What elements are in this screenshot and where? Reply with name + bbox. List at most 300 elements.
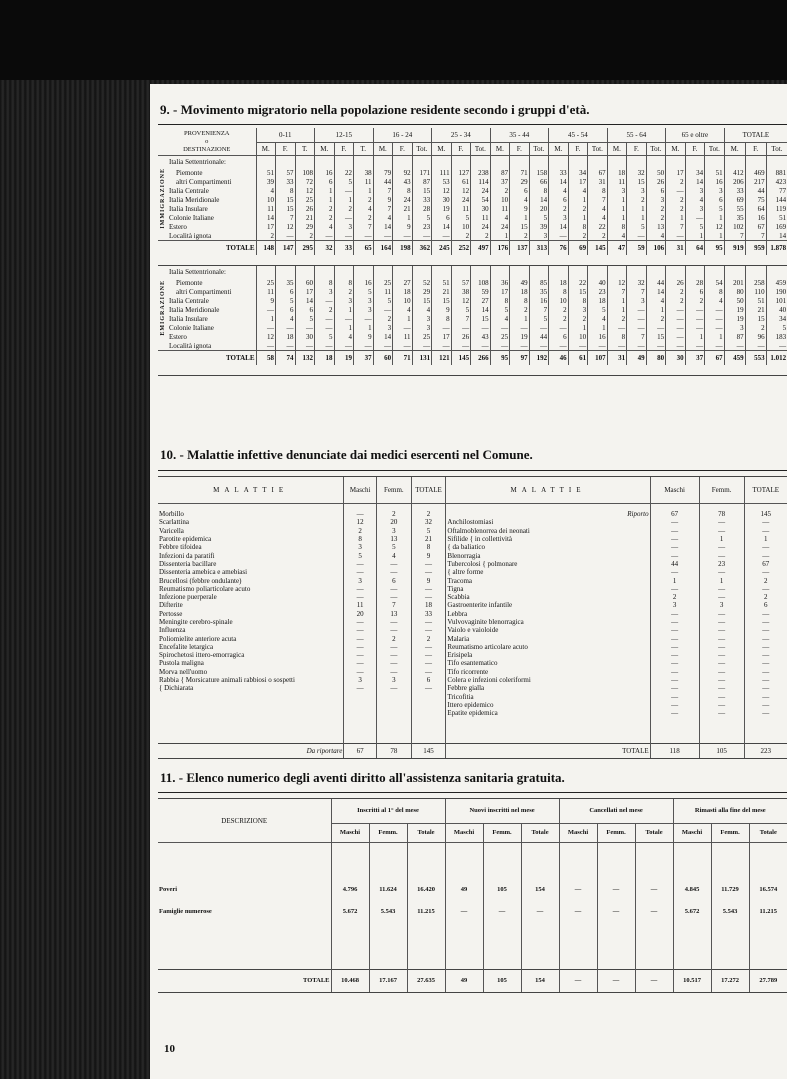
cell-value: 4 bbox=[412, 305, 432, 314]
cell-value: — bbox=[705, 323, 725, 332]
cell-value: 108 bbox=[295, 168, 315, 177]
total-value: — bbox=[597, 970, 635, 993]
count-value: — bbox=[699, 634, 744, 642]
cell-value: 5 bbox=[588, 305, 608, 314]
cell-value: 5 bbox=[529, 314, 549, 323]
cell-value bbox=[354, 266, 374, 279]
count-value: — bbox=[699, 676, 744, 684]
total-value: 30 bbox=[666, 351, 686, 366]
count-value: 3 bbox=[699, 601, 744, 609]
cell-value: 72 bbox=[295, 177, 315, 186]
total-value: 19 bbox=[334, 351, 354, 366]
cell-value: — bbox=[568, 341, 588, 351]
row-label: Italia Centrale bbox=[169, 186, 209, 195]
cell-value: — bbox=[315, 296, 335, 305]
cell-value: 8 bbox=[588, 186, 608, 195]
page-number: 10 bbox=[164, 1043, 175, 1055]
count-value: 5 bbox=[344, 551, 377, 559]
cell-value: — bbox=[412, 231, 432, 241]
cell-value: 52 bbox=[412, 278, 432, 287]
table-row bbox=[158, 510, 787, 518]
count-value: 1 bbox=[744, 535, 787, 543]
count-value: — bbox=[699, 585, 744, 593]
disease-name: Lebbra bbox=[446, 610, 650, 618]
corner-header-line: PROVENIENZA bbox=[184, 129, 230, 137]
table9-title: 9. - Movimento migratorio nella popolazione residente secondo i gruppi d'età. bbox=[160, 102, 590, 117]
cell-value: 15 bbox=[471, 314, 491, 323]
total-value: 31 bbox=[666, 241, 686, 256]
disease-name: Malaria bbox=[446, 634, 650, 642]
cell-value: 25 bbox=[256, 278, 276, 287]
cell-value: 1 bbox=[256, 314, 276, 323]
cell-value: 18 bbox=[276, 332, 296, 341]
count-value: — bbox=[650, 701, 699, 709]
cell-value bbox=[432, 156, 452, 169]
count-value: — bbox=[650, 543, 699, 551]
cell-value: 77 bbox=[766, 186, 787, 195]
cell-value bbox=[510, 156, 530, 169]
cell-value: — bbox=[354, 314, 374, 323]
block-side-label: EMIGRAZIONE bbox=[160, 280, 166, 336]
cell-value: 14 bbox=[432, 222, 452, 231]
table-row bbox=[158, 266, 787, 279]
count-value: — bbox=[744, 659, 787, 667]
cell-value bbox=[276, 156, 296, 169]
count-value: — bbox=[744, 684, 787, 692]
table-row bbox=[158, 634, 787, 642]
cell-value: 2 bbox=[666, 204, 686, 213]
count-value: — bbox=[699, 651, 744, 659]
count-value: — bbox=[650, 610, 699, 618]
cell-value: 15 bbox=[412, 186, 432, 195]
disease-name: Epatite epidemica bbox=[446, 709, 650, 717]
count-value: 3 bbox=[650, 601, 699, 609]
cell-value: 881 bbox=[766, 168, 787, 177]
cell-value: 15 bbox=[627, 177, 647, 186]
cell-value bbox=[646, 266, 666, 279]
cell-value bbox=[315, 266, 335, 279]
cell-value: — bbox=[354, 341, 374, 351]
row-label: altri Compartimenti bbox=[176, 177, 232, 186]
table11-top-rule bbox=[158, 792, 787, 793]
table11 bbox=[158, 798, 787, 993]
cell-value: — bbox=[490, 323, 510, 332]
cell-value: 35 bbox=[529, 287, 549, 296]
total-value: 17.272 bbox=[711, 970, 749, 993]
total-value: 154 bbox=[521, 970, 559, 993]
cell-value: 13 bbox=[646, 222, 666, 231]
cell-value: 6 bbox=[315, 177, 335, 186]
cell-value: 7 bbox=[627, 287, 647, 296]
sex-subheader: F. bbox=[276, 143, 296, 156]
count-value: 67 bbox=[650, 510, 699, 518]
cell-value bbox=[766, 266, 787, 279]
cell-value bbox=[607, 266, 627, 279]
cell-value: 7 bbox=[451, 314, 471, 323]
cell-value: 18 bbox=[588, 296, 608, 305]
count-value: 2 bbox=[344, 527, 377, 535]
count-value: — bbox=[650, 551, 699, 559]
cell-value: 3 bbox=[549, 213, 569, 222]
count-value: — bbox=[699, 643, 744, 651]
cell-value: 15 bbox=[646, 332, 666, 341]
row-label: Estero bbox=[169, 222, 187, 231]
cell-value: 3 bbox=[373, 323, 393, 332]
cell-value: 38 bbox=[354, 168, 374, 177]
cell-value bbox=[354, 156, 374, 169]
cell-value: 31 bbox=[588, 177, 608, 186]
cell-value: 2 bbox=[685, 296, 705, 305]
cell-value: 111 bbox=[432, 168, 452, 177]
cell-value: 57 bbox=[276, 168, 296, 177]
count-value: 1 bbox=[650, 576, 699, 584]
cell-value: 14 bbox=[549, 177, 569, 186]
cell-value: 24 bbox=[451, 195, 471, 204]
count-value: — bbox=[344, 568, 377, 576]
disease-name: Varicella bbox=[159, 526, 184, 535]
cell-value: — bbox=[559, 901, 597, 923]
cell-value: 27 bbox=[393, 278, 413, 287]
count-value: — bbox=[744, 643, 787, 651]
cell-value: 12 bbox=[295, 186, 315, 195]
count-value: — bbox=[699, 593, 744, 601]
row-label: Italia Centrale bbox=[169, 296, 209, 305]
cell-value: 43 bbox=[393, 177, 413, 186]
table10-title: 10. - Malattie infettive denunciate dai medici esercenti nel Comune. bbox=[160, 447, 533, 462]
cell-value: 8 bbox=[315, 278, 335, 287]
cell-value: 1 bbox=[568, 323, 588, 332]
count-value: — bbox=[411, 668, 446, 676]
total-value: 105 bbox=[483, 970, 521, 993]
cell-value: 11 bbox=[451, 204, 471, 213]
row-label: altri Compartimenti bbox=[176, 287, 232, 296]
cell-value: — bbox=[666, 305, 686, 314]
cell-value: 6 bbox=[276, 305, 296, 314]
table-row bbox=[158, 585, 787, 593]
cell-value bbox=[334, 156, 354, 169]
sex-subheader: Tot. bbox=[412, 143, 432, 156]
table-row bbox=[158, 305, 787, 314]
cell-value: 7 bbox=[373, 186, 393, 195]
cell-value: 1 bbox=[685, 332, 705, 341]
cell-value: — bbox=[256, 305, 276, 314]
cell-value: — bbox=[666, 231, 686, 241]
count-value: — bbox=[650, 643, 699, 651]
disease-name: Spirochetosi ittero-emorragica bbox=[159, 651, 245, 660]
cell-value: 206 bbox=[724, 177, 745, 186]
total-value: 37 bbox=[354, 351, 374, 366]
cell-value: 67 bbox=[745, 222, 766, 231]
cell-value bbox=[334, 266, 354, 279]
count-value: 20 bbox=[344, 610, 377, 618]
total-value: 67 bbox=[705, 351, 725, 366]
cell-value: — bbox=[393, 231, 413, 241]
count-value: 3 bbox=[344, 576, 377, 584]
sex-subheader: M. bbox=[666, 143, 686, 156]
cell-value: 15 bbox=[276, 204, 296, 213]
total-value: 295 bbox=[295, 241, 315, 256]
cell-value: 25 bbox=[373, 278, 393, 287]
cell-value: 4 bbox=[549, 186, 569, 195]
cell-value: 1 bbox=[607, 296, 627, 305]
cell-value: 8 bbox=[490, 296, 510, 305]
cell-value: 49 bbox=[510, 278, 530, 287]
cell-value: — bbox=[646, 341, 666, 351]
sex-subheader: F. bbox=[627, 143, 647, 156]
cell-value: 1 bbox=[607, 213, 627, 222]
sex-subheader: T. bbox=[354, 143, 374, 156]
cell-value bbox=[666, 156, 686, 169]
count-value: — bbox=[699, 568, 744, 576]
count-value: — bbox=[744, 518, 787, 526]
cell-value: 12 bbox=[705, 222, 725, 231]
total-value: 60 bbox=[373, 351, 393, 366]
sex-subheader: M. bbox=[607, 143, 627, 156]
cell-value: 14 bbox=[685, 177, 705, 186]
cell-value bbox=[724, 266, 745, 279]
table10 bbox=[158, 476, 787, 766]
count-value: — bbox=[650, 527, 699, 535]
cell-value: 3 bbox=[627, 296, 647, 305]
block-side-label: IMMIGRAZIONE bbox=[160, 167, 166, 229]
cell-value: — bbox=[471, 341, 491, 351]
cell-value: 19 bbox=[510, 332, 530, 341]
table-row bbox=[158, 204, 787, 213]
count-value: — bbox=[744, 551, 787, 559]
cell-value: 119 bbox=[766, 204, 787, 213]
cell-value bbox=[256, 266, 276, 279]
cell-value: 4 bbox=[607, 231, 627, 241]
cell-value: 201 bbox=[724, 278, 745, 287]
cell-value: — bbox=[451, 323, 471, 332]
cell-value bbox=[766, 156, 787, 169]
cell-value: 2 bbox=[256, 231, 276, 241]
cell-value: 2 bbox=[666, 296, 686, 305]
cell-value: 19 bbox=[724, 305, 745, 314]
count-value: — bbox=[411, 684, 446, 692]
total-value: 362 bbox=[412, 241, 432, 256]
cell-value: 5.543 bbox=[711, 901, 749, 923]
cell-value bbox=[549, 156, 569, 169]
total-value: 71 bbox=[393, 351, 413, 366]
cell-value: 1 bbox=[646, 305, 666, 314]
count-value: — bbox=[699, 527, 744, 535]
cell-value: — bbox=[685, 305, 705, 314]
total-value: 74 bbox=[276, 351, 296, 366]
cell-value: 4 bbox=[373, 213, 393, 222]
cell-value: — bbox=[432, 341, 452, 351]
total-value: 10.468 bbox=[331, 970, 369, 993]
sex-subheader: M. bbox=[490, 143, 510, 156]
cell-value: — bbox=[276, 231, 296, 241]
disease-name: Difterite bbox=[159, 601, 183, 610]
cell-value: 102 bbox=[724, 222, 745, 231]
cell-value: 1 bbox=[705, 213, 725, 222]
cell-value bbox=[412, 266, 432, 279]
row-label: Estero bbox=[169, 332, 187, 341]
cell-value: 110 bbox=[745, 287, 766, 296]
table-row bbox=[158, 659, 787, 667]
cell-value: 29 bbox=[510, 177, 530, 186]
disease-name: Riporto bbox=[446, 510, 650, 518]
cell-value: 423 bbox=[766, 177, 787, 186]
row-label: Italia Insulare bbox=[169, 204, 208, 213]
total-value: 69 bbox=[568, 241, 588, 256]
cell-value bbox=[705, 156, 725, 169]
cell-value: 2 bbox=[549, 314, 569, 323]
count-value: 3 bbox=[344, 543, 377, 551]
cell-value: 171 bbox=[412, 168, 432, 177]
cell-value: 6 bbox=[549, 332, 569, 341]
disease-column-header: MALATTIE bbox=[446, 477, 650, 504]
row-label: Piemonte bbox=[176, 278, 203, 287]
cell-value: 21 bbox=[295, 213, 315, 222]
cell-value: 10 bbox=[393, 296, 413, 305]
total-value: 959 bbox=[745, 241, 766, 256]
disease-name: Tifo ricorrente bbox=[446, 668, 650, 676]
cell-value: 8 bbox=[607, 332, 627, 341]
cell-value: 3 bbox=[705, 186, 725, 195]
age-group-header: TOTALE bbox=[724, 128, 787, 143]
cell-value: — bbox=[666, 341, 686, 351]
cell-value: 7 bbox=[354, 222, 374, 231]
total-value: 459 bbox=[724, 351, 745, 366]
disease-column-header: MALATTIE bbox=[158, 477, 344, 504]
footer-value: 78 bbox=[377, 743, 412, 758]
disease-name: Tracoma bbox=[446, 576, 650, 584]
cell-value: 11 bbox=[256, 287, 276, 296]
count-value: — bbox=[699, 543, 744, 551]
count-value: — bbox=[411, 593, 446, 601]
cell-value: 15 bbox=[745, 314, 766, 323]
cell-value: 18 bbox=[393, 287, 413, 296]
cell-value: 2 bbox=[646, 314, 666, 323]
table-row bbox=[158, 195, 787, 204]
count-value: — bbox=[650, 626, 699, 634]
table-row bbox=[158, 701, 787, 709]
cell-value: 1 bbox=[705, 332, 725, 341]
cell-value: 15 bbox=[432, 296, 452, 305]
cell-value: 12 bbox=[607, 278, 627, 287]
cell-value: 8 bbox=[568, 222, 588, 231]
disease-name: Scarlattina bbox=[159, 518, 189, 527]
cell-value: 44 bbox=[745, 186, 766, 195]
cell-value: — bbox=[471, 323, 491, 332]
cell-value: 12 bbox=[432, 186, 452, 195]
cell-value: 5 bbox=[705, 204, 725, 213]
cell-value: 87 bbox=[724, 332, 745, 341]
cell-value: 6 bbox=[705, 195, 725, 204]
sex-subheader: M. bbox=[373, 143, 393, 156]
cell-value: 2 bbox=[490, 186, 510, 195]
sex-subheader: M. bbox=[256, 143, 276, 156]
cell-value: 1 bbox=[568, 195, 588, 204]
count-column-header: Femm. bbox=[699, 477, 744, 504]
cell-value: 2 bbox=[510, 305, 530, 314]
cell-value: — bbox=[393, 341, 413, 351]
table-row bbox=[158, 341, 787, 351]
cell-value: 11 bbox=[490, 204, 510, 213]
cell-value: 12 bbox=[451, 296, 471, 305]
cell-value: 459 bbox=[766, 278, 787, 287]
table-row bbox=[158, 568, 787, 576]
cell-value: — bbox=[724, 341, 745, 351]
cell-value: — bbox=[276, 323, 296, 332]
table-row bbox=[158, 213, 787, 222]
cell-value: 14 bbox=[295, 296, 315, 305]
cell-value: — bbox=[256, 323, 276, 332]
cell-value: 4 bbox=[354, 204, 374, 213]
disease-name: Anchilostomiasi bbox=[446, 518, 650, 526]
cell-value: 12 bbox=[276, 222, 296, 231]
footer-value: 67 bbox=[344, 743, 377, 758]
cell-value: 9 bbox=[256, 296, 276, 305]
cell-value: 6 bbox=[646, 186, 666, 195]
table-row bbox=[158, 879, 787, 901]
cell-value: 11.215 bbox=[749, 901, 787, 923]
cell-value bbox=[745, 266, 766, 279]
count-value: — bbox=[650, 684, 699, 692]
cell-value bbox=[724, 156, 745, 169]
cell-value: 4.845 bbox=[673, 879, 711, 901]
count-value: 78 bbox=[699, 510, 744, 518]
cell-value: 80 bbox=[724, 287, 745, 296]
row-label: Italia Settentrionale: bbox=[169, 158, 226, 166]
cell-value: 1 bbox=[510, 213, 530, 222]
sex-subheader: Tot. bbox=[766, 143, 787, 156]
cell-value: 30 bbox=[432, 195, 452, 204]
cell-value: — bbox=[334, 213, 354, 222]
cell-value: 3 bbox=[354, 296, 374, 305]
cell-value: 2 bbox=[745, 323, 766, 332]
footer-value: 105 bbox=[699, 743, 744, 758]
cell-value bbox=[705, 266, 725, 279]
cell-value: 5 bbox=[354, 287, 374, 296]
count-value: — bbox=[344, 651, 377, 659]
cell-value: 27 bbox=[471, 296, 491, 305]
count-value: 3 bbox=[377, 676, 412, 684]
count-value: — bbox=[744, 676, 787, 684]
cell-value: — bbox=[646, 323, 666, 332]
cell-value: — bbox=[445, 901, 483, 923]
cell-value: — bbox=[666, 314, 686, 323]
table-row bbox=[158, 610, 787, 618]
cell-value: 158 bbox=[529, 168, 549, 177]
cell-value: 2 bbox=[588, 231, 608, 241]
footer-label: Da riportare bbox=[158, 743, 344, 758]
cell-value: 10 bbox=[568, 332, 588, 341]
sex-subheader: Maschi bbox=[331, 824, 369, 843]
sex-subheader: Maschi bbox=[559, 824, 597, 843]
cell-value: — bbox=[666, 323, 686, 332]
cell-value: — bbox=[393, 323, 413, 332]
count-value: — bbox=[744, 618, 787, 626]
count-value: — bbox=[650, 659, 699, 667]
disease-name: Oftalmoblenorrea dei neonati bbox=[446, 527, 650, 535]
cell-value: 33 bbox=[724, 186, 745, 195]
total-value: 252 bbox=[451, 241, 471, 256]
cell-value: 2 bbox=[646, 204, 666, 213]
count-value: 9 bbox=[411, 576, 446, 584]
cell-value: 1 bbox=[315, 186, 335, 195]
cell-value: 3 bbox=[334, 296, 354, 305]
count-value: 12 bbox=[344, 518, 377, 526]
cell-value: 4 bbox=[315, 222, 335, 231]
cell-value: 15 bbox=[412, 296, 432, 305]
count-value: — bbox=[411, 659, 446, 667]
sex-subheader: Totale bbox=[749, 824, 787, 843]
sex-subheader: Tot. bbox=[471, 143, 491, 156]
